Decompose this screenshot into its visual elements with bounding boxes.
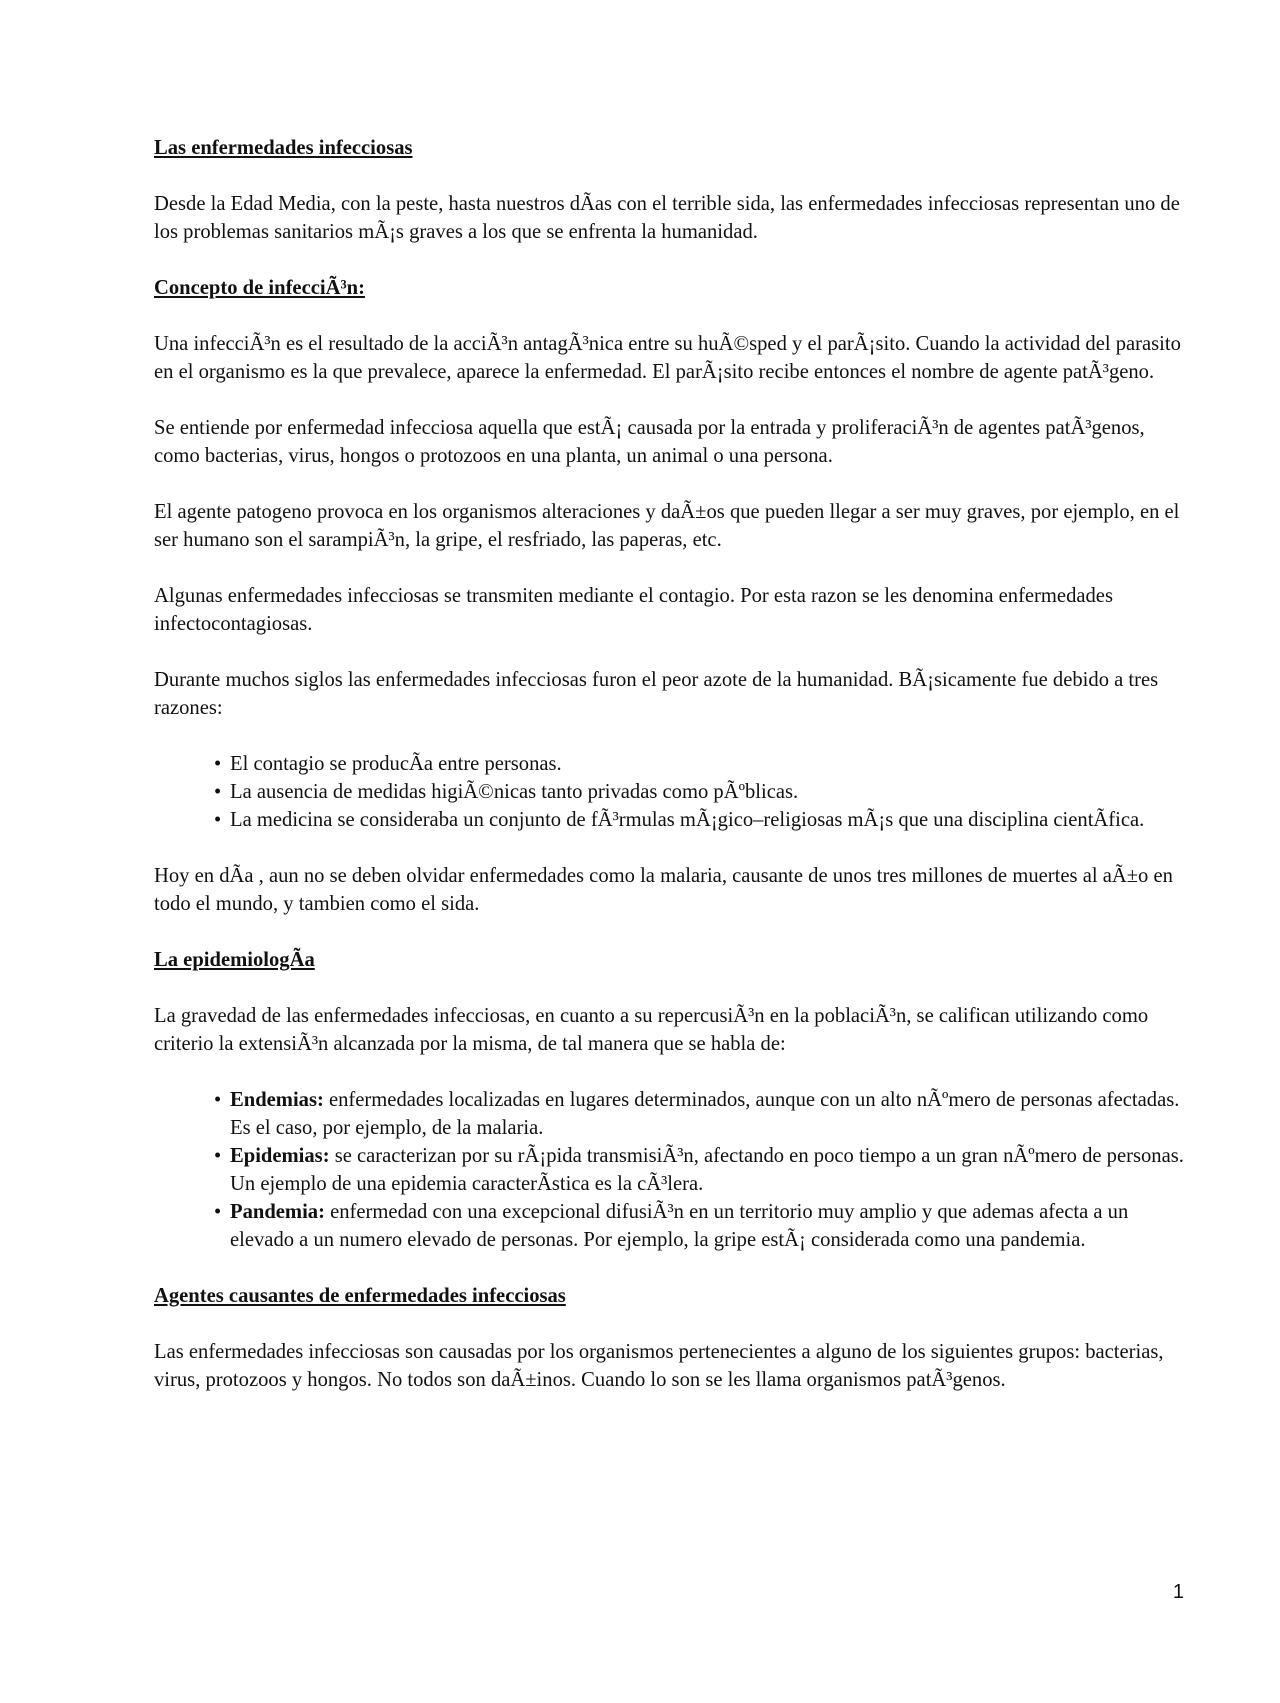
section-title-agentes-causantes: Agentes causantes de enfermedades infecciosas <box>154 1285 566 1307</box>
reasons-list <box>154 750 1184 834</box>
list-item-text: El contagio se producÃa entre personas. <box>230 753 562 775</box>
bullet-icon: • <box>214 809 222 831</box>
list-item-epidemias <box>214 1142 1184 1198</box>
bullet-icon: • <box>214 1201 222 1223</box>
paragraph: Hoy en dÃa , aun no se deben olvidar enfermedades como la malaria, causante de unos tres millones de muertes al aÃ±o en todo el mundo, y tambien como el sida. <box>154 865 1173 915</box>
paragraph: Algunas enfermedades infecciosas se transmiten mediante el contagio. Por esta razon se les denomina enfermedades infectocontagiosas. <box>154 585 1113 635</box>
paragraph: El agente patogeno provoca en los organismos alteraciones y daÃ±os que pueden llegar a ser muy graves, por ejemplo, en el ser humano son el sarampiÃ³n, la gripe, el resfriado, las paperas, etc. <box>154 501 1180 551</box>
list-item-endemias <box>214 1086 1184 1142</box>
bullet-icon: • <box>214 1145 222 1167</box>
term-definition: enfermedad con una excepcional difusiÃ³n en un territorio muy amplio y que ademas afecta a un elevado a un numero elevado de personas. Por ejemplo, la gripe estÃ¡ considerada como una pandemia. <box>230 1201 1129 1251</box>
section-title-enfermedades-infecciosas: Las enfermedades infecciosas <box>154 137 413 159</box>
term-definition: enfermedades localizadas en lugares determinados, aunque con un alto nÃºmero de personas afectadas. Es el caso, por ejemplo, de la malaria. <box>230 1089 1180 1139</box>
epidemiology-list <box>154 1086 1184 1254</box>
section-title-concepto-infeccion: Concepto de infecciÃ³n: <box>154 277 365 299</box>
bullet-icon: • <box>214 753 222 775</box>
list-item-text: La medicina se consideraba un conjunto de fÃ³rmulas mÃ¡gico–religiosas mÃ¡s que una disciplina cientÃfica. <box>230 809 1145 831</box>
bullet-icon: • <box>214 1089 222 1111</box>
list-item-pandemia <box>214 1198 1184 1254</box>
bullet-icon: • <box>214 781 222 803</box>
paragraph: Las enfermedades infecciosas son causadas por los organismos pertenecientes a alguno de los siguientes grupos: bacterias, virus, protozoos y hongos. No todos son daÃ±inos. Cuando lo son se les llama organismos patÃ³genos. <box>154 1341 1164 1391</box>
section-title-epidemiologia: La epidemiologÃa <box>154 949 315 971</box>
term-label: Epidemias: <box>230 1145 330 1167</box>
term-label: Endemias: <box>230 1089 324 1111</box>
list-item <box>214 750 1184 778</box>
list-item <box>214 806 1184 834</box>
paragraph: La gravedad de las enfermedades infecciosas, en cuanto a su repercusiÃ³n en la poblaciÃ³n, se califican utilizando como criterio la extensiÃ³n alcanzada por la misma, de tal manera que se habla de: <box>154 1005 1149 1055</box>
list-item <box>214 778 1184 806</box>
document-page <box>154 134 1184 1394</box>
paragraph: Durante muchos siglos las enfermedades infecciosas furon el peor azote de la humanidad. BÃ¡sicamente fue debido a tres razones: <box>154 669 1159 719</box>
page-number: 1 <box>1172 1581 1184 1603</box>
term-definition: se caracterizan por su rÃ¡pida transmisiÃ³n, afectando en poco tiempo a un gran nÃºmero de personas. Un ejemplo de una epidemia caracterÃstica es la cÃ³lera. <box>230 1145 1184 1195</box>
paragraph: Desde la Edad Media, con la peste, hasta nuestros dÃas con el terrible sida, las enfermedades infecciosas representan uno de los problemas sanitarios mÃ¡s graves a los que se enfrenta la humanidad. <box>154 193 1180 243</box>
paragraph: Una infecciÃ³n es el resultado de la acciÃ³n antagÃ³nica entre su huÃ©sped y el parÃ¡sito. Cuando la actividad del parasito en el organismo es la que prevalece, aparece la enfermedad. El parÃ¡sito recibe entonces el nombre de agente patÃ³geno. <box>154 333 1181 383</box>
paragraph: Se entiende por enfermedad infecciosa aquella que estÃ¡ causada por la entrada y proliferaciÃ³n de agentes patÃ³genos, como bacterias, virus, hongos o protozoos en una planta, un animal o una persona. <box>154 417 1145 467</box>
list-item-text: La ausencia de medidas higiÃ©nicas tanto privadas como pÃºblicas. <box>230 781 799 803</box>
term-label: Pandemia: <box>230 1201 325 1223</box>
